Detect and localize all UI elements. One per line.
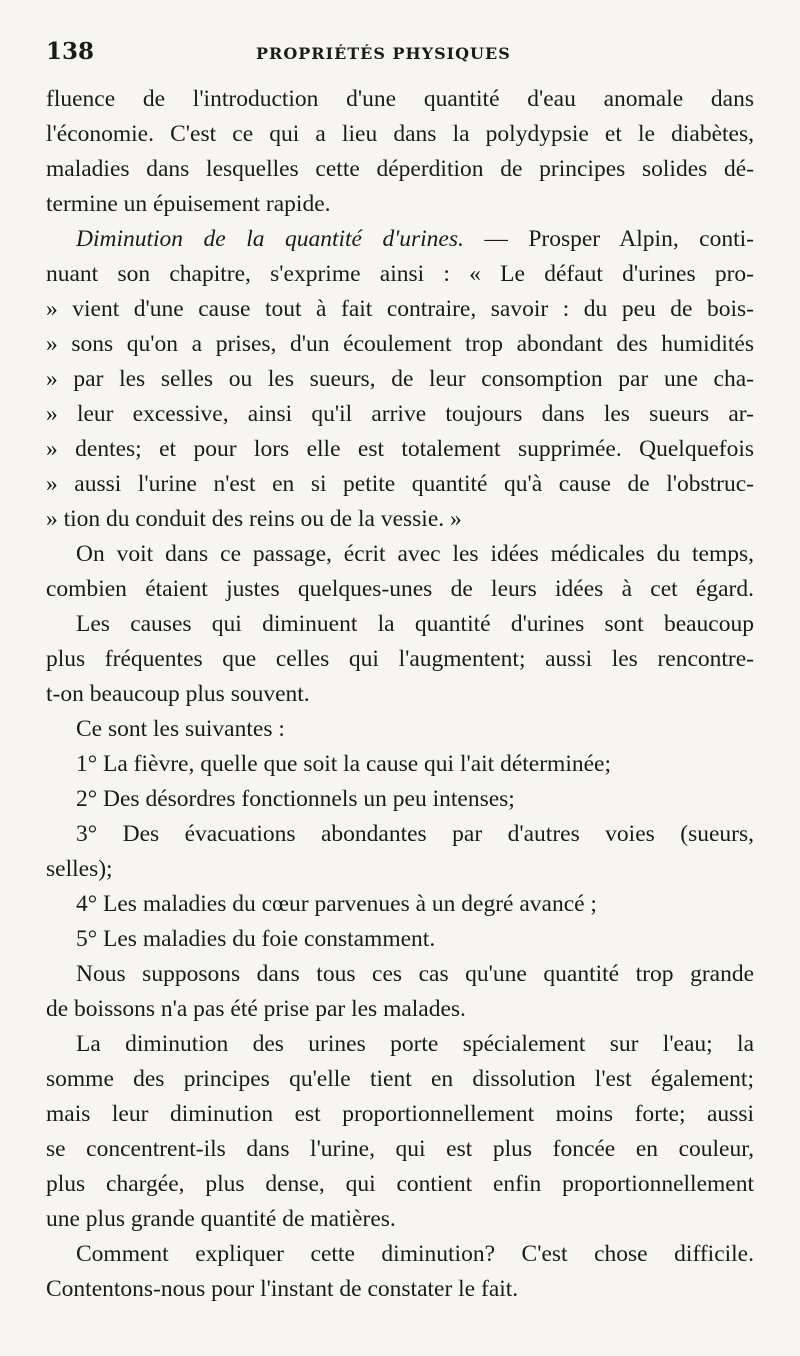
- line-text: 1° La fièvre, quelle que soit la cause qui l'ait déterminée;: [76, 751, 611, 777]
- text-line: [46, 747, 754, 782]
- text-line: [46, 642, 754, 677]
- text-line: [46, 957, 754, 992]
- text-line: [46, 432, 754, 467]
- line-text: Les causes qui diminuent la quantité d'urines sont beaucoup: [76, 611, 754, 637]
- text-line: [46, 922, 754, 957]
- line-text: Contentons-nous pour l'instant de constater le fait.: [46, 1276, 519, 1302]
- text-line: [46, 187, 754, 222]
- line-text: 3° Des évacuations abondantes par d'autres voies (sueurs,: [76, 821, 754, 847]
- line-text: t-on beaucoup plus souvent.: [46, 681, 310, 707]
- page-header: [46, 38, 754, 82]
- text-line: [46, 257, 754, 292]
- line-text: — Prosper Alpin, conti-: [463, 226, 754, 252]
- line-text: » aussi l'urine n'est en si petite quantité qu'à cause de l'obstruc-: [46, 471, 754, 497]
- italic-heading: Diminution de la quantité d'urines.: [76, 226, 464, 252]
- line-text: » dentes; et pour lors elle est totalement supprimée. Quelquefois: [46, 436, 754, 462]
- text-line: [46, 677, 754, 712]
- text-line: [46, 572, 754, 607]
- text-line: [46, 1062, 754, 1097]
- line-text: Nous supposons dans tous ces cas qu'une quantité trop grande: [76, 961, 754, 987]
- line-text: » par les selles ou les sueurs, de leur consomption par une cha-: [46, 366, 754, 392]
- text-line: [46, 852, 754, 887]
- text-line: [46, 362, 754, 397]
- text-line: [46, 117, 754, 152]
- line-text: fluence de l'introduction d'une quantité d'eau anomale dans: [46, 86, 754, 112]
- text-line: [46, 1237, 754, 1272]
- text-line: [46, 222, 754, 257]
- text-line: [46, 1097, 754, 1132]
- line-text: maladies dans lesquelles cette déperdition de principes solides dé-: [46, 156, 754, 182]
- line-text: On voit dans ce passage, écrit avec les idées médicales du temps,: [76, 541, 754, 567]
- page-number: 138: [46, 38, 95, 65]
- text-line: [46, 887, 754, 922]
- body-text: [46, 82, 754, 1307]
- line-text: 5° Les maladies du foie constamment.: [76, 926, 436, 952]
- running-title: PROPRIÉTÉS PHYSIQUES: [256, 44, 511, 63]
- text-line: [46, 1202, 754, 1237]
- line-text: 4° Les maladies du cœur parvenues à un degré avancé ;: [76, 891, 597, 917]
- line-text: somme des principes qu'elle tient en dissolution l'est également;: [46, 1066, 754, 1092]
- line-text: » vient d'une cause tout à fait contraire, savoir : du peu de bois-: [46, 296, 754, 322]
- book-page: [46, 38, 754, 1307]
- text-line: [46, 1167, 754, 1202]
- line-text: termine un épuisement rapide.: [46, 191, 331, 217]
- line-text: de boissons n'a pas été prise par les malades.: [46, 996, 466, 1022]
- line-text: mais leur diminution est proportionnellement moins forte; aussi: [46, 1101, 754, 1127]
- line-text: » sons qu'on a prises, d'un écoulement trop abondant des humidités: [46, 331, 754, 357]
- line-text: » leur excessive, ainsi qu'il arrive toujours dans les sueurs ar-: [46, 401, 754, 427]
- line-text: 2° Des désordres fonctionnels un peu intenses;: [76, 786, 515, 812]
- text-line: [46, 502, 754, 537]
- line-text: nuant son chapitre, s'exprime ainsi : « Le défaut d'urines pro-: [46, 261, 754, 287]
- line-text: une plus grande quantité de matières.: [46, 1206, 396, 1232]
- line-text: combien étaient justes quelques-unes de leurs idées à cet égard.: [46, 576, 754, 602]
- line-text: se concentrent-ils dans l'urine, qui est plus foncée en couleur,: [46, 1136, 754, 1162]
- text-line: [46, 992, 754, 1027]
- line-text: La diminution des urines porte spécialement sur l'eau; la: [76, 1031, 754, 1057]
- text-line: [46, 1272, 754, 1307]
- text-line: [46, 712, 754, 747]
- line-text: plus fréquentes que celles qui l'augmentent; aussi les rencontre-: [46, 646, 754, 672]
- text-line: [46, 1132, 754, 1167]
- text-line: [46, 327, 754, 362]
- line-text: l'économie. C'est ce qui a lieu dans la polydypsie et le diabètes,: [46, 121, 754, 147]
- text-line: [46, 607, 754, 642]
- text-line: [46, 397, 754, 432]
- line-text: plus chargée, plus dense, qui contient enfin proportionnellement: [46, 1171, 754, 1197]
- text-line: [46, 537, 754, 572]
- text-line: [46, 782, 754, 817]
- text-line: [46, 82, 754, 117]
- text-line: [46, 292, 754, 327]
- line-text: Ce sont les suivantes :: [76, 716, 285, 742]
- line-text: Comment expliquer cette diminution? C'est chose difficile.: [76, 1241, 754, 1267]
- text-line: [46, 152, 754, 187]
- line-text: » tion du conduit des reins ou de la vessie. »: [46, 506, 462, 532]
- line-text: selles);: [46, 856, 113, 882]
- text-line: [46, 817, 754, 852]
- text-line: [46, 1027, 754, 1062]
- text-line: [46, 467, 754, 502]
